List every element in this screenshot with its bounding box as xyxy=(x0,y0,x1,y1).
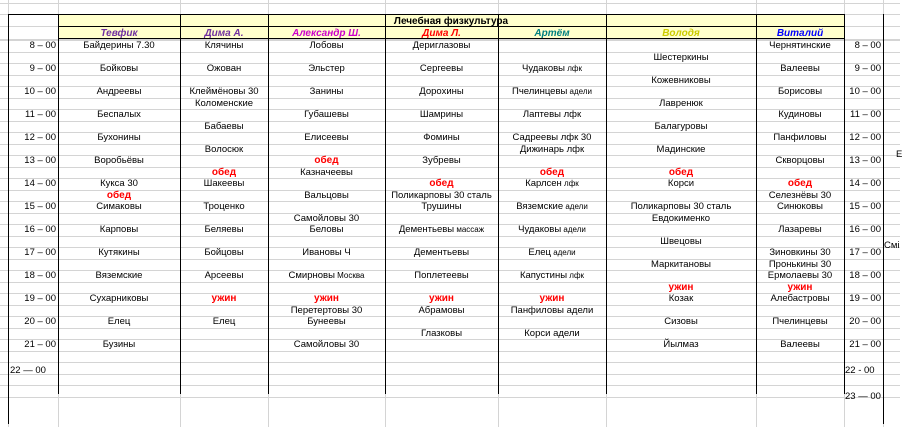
schedule-cell[interactable] xyxy=(180,63,268,74)
schedule-cell[interactable] xyxy=(606,98,756,109)
cell-text: Самойловы 30 xyxy=(293,339,360,350)
schedule-cell[interactable] xyxy=(756,339,844,350)
schedule-cell[interactable] xyxy=(606,213,756,224)
cell-text: Козак xyxy=(668,293,694,304)
schedule-cell[interactable] xyxy=(268,270,385,281)
meal-break-cell[interactable] xyxy=(756,282,844,293)
schedule-cell[interactable] xyxy=(268,63,385,74)
cell-text: Маркитановы xyxy=(651,259,711,270)
grid-hline xyxy=(0,351,900,352)
time-right[interactable]: 22 - 00 xyxy=(845,365,875,376)
cell-text: Зубревы xyxy=(422,155,461,166)
schedule-cell[interactable] xyxy=(498,63,606,74)
edge-fragment-smi[interactable]: Смі xyxy=(884,240,900,251)
time-right[interactable]: 16 – 00 xyxy=(849,224,881,235)
cell-text: Панфиловы xyxy=(773,132,827,143)
grid-hline xyxy=(0,167,900,168)
schedule-cell[interactable] xyxy=(606,144,756,155)
cell-text: Швецовы xyxy=(660,236,702,247)
schedule-cell[interactable] xyxy=(756,270,844,281)
left-border xyxy=(8,14,9,424)
schedule-cell[interactable] xyxy=(180,98,268,109)
schedule-cell[interactable] xyxy=(606,339,756,350)
time-right[interactable]: 18 – 00 xyxy=(849,270,881,281)
schedule-cell[interactable] xyxy=(180,86,268,97)
schedule-cell[interactable] xyxy=(498,328,606,339)
schedule-cell[interactable] xyxy=(58,40,180,51)
cell-note: лфк xyxy=(567,271,585,280)
schedule-cell[interactable] xyxy=(606,316,756,327)
schedule-cell[interactable] xyxy=(498,86,606,97)
cell-text: ужин xyxy=(787,282,813,293)
grid-hline xyxy=(0,98,900,99)
schedule-cell[interactable] xyxy=(268,167,385,178)
grid-hline xyxy=(0,374,900,375)
meal-break-cell[interactable] xyxy=(268,293,385,304)
schedule-cell[interactable] xyxy=(385,86,498,97)
time-left[interactable]: 11 – 00 xyxy=(25,109,56,120)
cell-text: Дорохины xyxy=(419,86,464,97)
cell-text: Пронькины 30 xyxy=(768,259,832,270)
schedule-cell[interactable] xyxy=(58,63,180,74)
cell-text: обед xyxy=(539,167,565,178)
cell-text: Бузины xyxy=(102,339,136,350)
cell-text: Арсеевы xyxy=(204,270,244,281)
schedule-cell[interactable] xyxy=(268,86,385,97)
time-left[interactable]: 17 – 00 xyxy=(24,247,56,258)
cell-text: Алебастровы xyxy=(770,293,830,304)
schedule-cell[interactable] xyxy=(498,201,606,212)
schedule-cell[interactable] xyxy=(606,52,756,63)
cell-text: Сизовы xyxy=(664,316,698,327)
cell-text: Андреевы xyxy=(96,86,142,97)
cell-text: Клячины xyxy=(204,40,244,51)
cell-text: Кукса 30 xyxy=(100,178,138,189)
schedule-cell[interactable] xyxy=(385,132,498,143)
cell-note: лфк xyxy=(565,64,582,73)
cell-text: Йылмаз xyxy=(663,339,699,350)
schedule-cell[interactable] xyxy=(756,247,844,258)
cell-text: Лаптевы лфк xyxy=(522,109,582,120)
cell-text: Валеевы xyxy=(780,63,820,74)
schedule-cell[interactable] xyxy=(58,201,180,212)
schedule-cell[interactable] xyxy=(58,178,180,189)
schedule-cell[interactable] xyxy=(385,201,498,212)
cell-text: Бабаевы xyxy=(204,121,244,132)
header-border-top xyxy=(58,14,845,15)
time-right[interactable]: 17 – 00 xyxy=(849,247,881,258)
cell-note: адели xyxy=(561,225,586,234)
schedule-cell[interactable] xyxy=(498,144,606,155)
cell-text: Беляевы xyxy=(204,224,244,235)
schedule-cell[interactable] xyxy=(606,121,756,132)
time-right[interactable]: 9 – 00 xyxy=(854,63,881,74)
cell-text: Карлсен xyxy=(525,178,562,189)
cell-text: Лавренюк xyxy=(659,98,703,109)
cell-text: Смирновы xyxy=(288,270,335,281)
meal-break-cell[interactable] xyxy=(498,167,606,178)
schedule-cell[interactable] xyxy=(385,63,498,74)
cell-text: ужин xyxy=(314,293,339,304)
cell-text: Вальцовы xyxy=(304,190,349,201)
cell-text: Панфиловы адели xyxy=(510,305,594,316)
schedule-cell[interactable] xyxy=(180,178,268,189)
grid-hline xyxy=(0,121,900,122)
schedule-cell[interactable] xyxy=(385,247,498,258)
time-right[interactable]: 15 – 00 xyxy=(849,201,881,212)
schedule-cell[interactable] xyxy=(58,316,180,327)
cell-text: Шакеевы xyxy=(203,178,245,189)
cell-text: Занины xyxy=(309,86,344,97)
header-5[interactable]: Артём xyxy=(534,28,570,39)
cell-text: ужин xyxy=(539,293,565,304)
cell-text: Лобовы xyxy=(309,40,344,51)
cell-text: Борисовы xyxy=(777,86,823,97)
schedule-cell[interactable] xyxy=(498,178,606,189)
cell-text: обед xyxy=(429,178,454,189)
time-left[interactable]: 13 – 00 xyxy=(24,155,56,166)
cell-text: Балагуровы xyxy=(654,121,708,132)
schedule-cell[interactable] xyxy=(385,224,498,235)
cell-text: Зиновкины 30 xyxy=(769,247,831,258)
cell-text: ужин xyxy=(211,293,237,304)
grid-hline xyxy=(0,236,900,237)
cell-text: Коломенские xyxy=(194,98,254,109)
cell-text: обед xyxy=(211,167,237,178)
grid-hline xyxy=(0,75,900,76)
schedule-cell[interactable] xyxy=(180,40,268,51)
cell-text: Бунеевы xyxy=(307,316,346,327)
schedule-cell[interactable] xyxy=(756,86,844,97)
cell-text: Селезнёвы 30 xyxy=(768,190,832,201)
cell-text: Елец xyxy=(528,247,551,258)
cell-text: Эльстер xyxy=(308,63,345,74)
schedule-cell[interactable] xyxy=(268,339,385,350)
schedule-cell[interactable] xyxy=(58,270,180,281)
time-left[interactable]: 20 – 00 xyxy=(24,316,56,327)
cell-text: Чудаковы xyxy=(522,63,566,74)
grid-hline xyxy=(0,3,900,4)
cell-text: Поликарповы 30 сталь xyxy=(391,190,492,201)
cell-text: Синюковы xyxy=(777,201,823,212)
right-border xyxy=(883,14,884,424)
cell-text: Волосюк xyxy=(204,144,244,155)
time-left[interactable]: 14 – 00 xyxy=(24,178,56,189)
time-right[interactable]: 8 – 00 xyxy=(854,40,881,51)
cell-text: Троценко xyxy=(203,201,245,212)
time-left[interactable]: 15 – 00 xyxy=(24,201,56,212)
meal-break-cell[interactable] xyxy=(606,167,756,178)
cell-text: Байдерины 7.30 xyxy=(83,40,155,51)
schedule-cell[interactable] xyxy=(385,270,498,281)
schedule-cell[interactable] xyxy=(58,224,180,235)
schedule-cell[interactable] xyxy=(180,201,268,212)
schedule-cell[interactable] xyxy=(498,247,606,258)
cell-text: Казначеевы xyxy=(300,167,353,178)
time-right[interactable]: 23 — 00 xyxy=(845,391,881,402)
schedule-cell[interactable] xyxy=(385,155,498,166)
cell-text: Сергеевы xyxy=(419,63,464,74)
cell-note: адели xyxy=(563,202,588,211)
cell-text: Скворцовы xyxy=(775,155,825,166)
schedule-cell[interactable] xyxy=(606,293,756,304)
grid-hline xyxy=(0,144,900,145)
cell-text: Чудаковы xyxy=(518,224,562,235)
schedule-cell[interactable] xyxy=(385,190,498,201)
cell-text: Садреевы лфк 30 xyxy=(512,132,592,143)
schedule-cell[interactable] xyxy=(180,121,268,132)
cell-text: Беловы xyxy=(309,224,344,235)
schedule-cell[interactable] xyxy=(58,132,180,143)
schedule-cell[interactable] xyxy=(385,305,498,316)
cell-text: Капустины xyxy=(519,270,568,281)
cell-text: Вяземские xyxy=(95,270,143,281)
cell-text: Дижинарь лфк xyxy=(519,144,585,155)
time-right[interactable]: 14 – 00 xyxy=(849,178,881,189)
schedule-cell[interactable] xyxy=(756,40,844,51)
cell-text: Дериглазовы xyxy=(412,40,471,51)
cell-text: Кутякины xyxy=(98,247,140,258)
cell-note: адели xyxy=(567,87,592,96)
cell-text: Трушины xyxy=(421,201,462,212)
cell-text: Бухонины xyxy=(97,132,141,143)
meal-break-cell[interactable] xyxy=(180,293,268,304)
cell-text: Ермолаевы 30 xyxy=(767,270,833,281)
schedule-cell[interactable] xyxy=(58,86,180,97)
grid-hline xyxy=(0,52,900,53)
cell-text: Поплетеевы xyxy=(414,270,469,281)
schedule-cell[interactable] xyxy=(385,109,498,120)
cell-text: Евдокименко xyxy=(651,213,711,224)
schedule-cell[interactable] xyxy=(268,247,385,258)
grid-hline xyxy=(0,385,900,386)
time-left[interactable]: 16 – 00 xyxy=(24,224,56,235)
schedule-cell[interactable] xyxy=(498,270,606,281)
cell-text: Валеевы xyxy=(780,339,820,350)
schedule-cell[interactable] xyxy=(268,305,385,316)
cell-text: Ивановы Ч xyxy=(302,247,351,258)
cell-text: Беспалых xyxy=(97,109,141,120)
meal-break-cell[interactable] xyxy=(606,282,756,293)
schedule-cell[interactable] xyxy=(498,224,606,235)
schedule-cell[interactable] xyxy=(756,109,844,120)
schedule-cell[interactable] xyxy=(756,316,844,327)
schedule-cell[interactable] xyxy=(756,63,844,74)
cell-text: Лазаревы xyxy=(778,224,822,235)
cell-text: Корси адели xyxy=(524,328,580,339)
schedule-cell[interactable] xyxy=(268,213,385,224)
cell-text: Глазковы xyxy=(420,328,463,339)
schedule-cell[interactable] xyxy=(268,316,385,327)
schedule-cell[interactable] xyxy=(268,132,385,143)
time-left[interactable]: 21 – 00 xyxy=(24,339,56,350)
header-7[interactable]: Виталий xyxy=(776,28,824,39)
cell-text: Абрамовы xyxy=(418,305,465,316)
schedule-cell[interactable] xyxy=(180,316,268,327)
time-right[interactable]: 11 – 00 xyxy=(850,109,881,120)
cell-text: ужин xyxy=(429,293,454,304)
schedule-cell[interactable] xyxy=(58,109,180,120)
cell-text: Бойцовы xyxy=(204,247,244,258)
time-left[interactable]: 18 – 00 xyxy=(24,270,56,281)
meal-break-cell[interactable] xyxy=(58,190,180,201)
meal-break-cell[interactable] xyxy=(385,178,498,189)
meal-break-cell[interactable] xyxy=(180,167,268,178)
time-left[interactable]: 12 – 00 xyxy=(24,132,56,143)
meal-break-cell[interactable] xyxy=(268,155,385,166)
schedule-cell[interactable] xyxy=(180,270,268,281)
meal-break-cell[interactable] xyxy=(385,293,498,304)
cell-text: Чернятинские xyxy=(769,40,831,51)
schedule-cell[interactable] xyxy=(180,224,268,235)
cell-text: Вяземские xyxy=(516,201,564,212)
cell-note: лфк xyxy=(561,179,579,188)
schedule-cell[interactable] xyxy=(268,190,385,201)
schedule-cell[interactable] xyxy=(268,109,385,120)
edge-fragment-b[interactable]: Е xyxy=(896,149,902,160)
schedule-cell[interactable] xyxy=(268,40,385,51)
cell-text: обед xyxy=(314,155,339,166)
cell-text: Перетертовы 30 xyxy=(290,305,363,316)
cell-text: Елец xyxy=(107,316,131,327)
cell-text: Шамрины xyxy=(419,109,464,120)
header-6[interactable]: Володя xyxy=(662,28,700,39)
time-right[interactable]: 10 – 00 xyxy=(849,86,881,97)
cell-text: Самойловы 30 xyxy=(293,213,360,224)
grid-hline xyxy=(0,213,900,214)
cell-text: Корси xyxy=(667,178,695,189)
schedule-cell[interactable] xyxy=(756,259,844,270)
cell-text: Фомины xyxy=(423,132,460,143)
grid-hline xyxy=(0,397,900,398)
cell-text: Пчелинцевы xyxy=(511,86,568,97)
schedule-cell[interactable] xyxy=(606,178,756,189)
cell-text: Воробьёвы xyxy=(94,155,144,166)
schedule-cell[interactable] xyxy=(385,40,498,51)
schedule-cell[interactable] xyxy=(606,236,756,247)
schedule-cell[interactable] xyxy=(606,75,756,86)
grid-hline xyxy=(0,362,900,363)
cell-text: Дементьевы xyxy=(413,247,470,258)
cell-text: Поликарповы 30 сталь xyxy=(630,201,732,212)
cell-text: Ожован xyxy=(206,63,242,74)
schedule-cell[interactable] xyxy=(756,190,844,201)
header-2[interactable]: Дима А. xyxy=(204,28,244,39)
cell-text: Клеймёновы 30 xyxy=(189,86,259,97)
schedule-cell[interactable] xyxy=(498,109,606,120)
header-1[interactable]: Тевфик xyxy=(100,28,138,39)
schedule-cell[interactable] xyxy=(756,293,844,304)
cell-text: ужин xyxy=(668,282,694,293)
cell-note: адели xyxy=(550,248,576,257)
schedule-cell[interactable] xyxy=(58,293,180,304)
cell-text: Мадинские xyxy=(656,144,706,155)
cell-text: Елисеевы xyxy=(304,132,349,143)
schedule-cell[interactable] xyxy=(180,247,268,258)
cell-text: Кожевниковы xyxy=(651,75,711,86)
schedule-cell[interactable] xyxy=(58,247,180,258)
meal-break-cell[interactable] xyxy=(498,293,606,304)
time-left[interactable]: 22 — 00 xyxy=(10,365,46,376)
schedule-cell[interactable] xyxy=(606,201,756,212)
schedule-cell[interactable] xyxy=(756,201,844,212)
cell-text: Сухарниковы xyxy=(89,293,149,304)
schedule-cell[interactable] xyxy=(756,132,844,143)
time-left[interactable]: 19 – 00 xyxy=(24,293,56,304)
time-right[interactable]: 21 – 00 xyxy=(849,339,881,350)
cell-text: Симаковы xyxy=(96,201,142,212)
cell-text: Карповы xyxy=(99,224,139,235)
cell-text: обед xyxy=(787,178,813,189)
time-right[interactable]: 13 – 00 xyxy=(849,155,881,166)
schedule-cell[interactable] xyxy=(756,224,844,235)
cell-text: Пчелинцевы xyxy=(772,316,828,327)
meal-break-cell[interactable] xyxy=(756,178,844,189)
time-right[interactable]: 20 – 00 xyxy=(849,316,881,327)
schedule-cell[interactable] xyxy=(385,328,498,339)
schedule-cell[interactable] xyxy=(180,144,268,155)
schedule-cell[interactable] xyxy=(606,259,756,270)
cell-text: Губашевы xyxy=(304,109,349,120)
cell-note: массаж xyxy=(454,225,485,234)
cell-text: Бойковы xyxy=(99,63,139,74)
schedule-cell[interactable] xyxy=(498,305,606,316)
time-left[interactable]: 8 – 00 xyxy=(29,40,56,51)
cell-text: обед xyxy=(668,167,694,178)
border-top-left xyxy=(8,14,58,15)
time-left[interactable]: 10 – 00 xyxy=(24,86,56,97)
cell-note: Москва xyxy=(334,271,365,280)
schedule-cell[interactable] xyxy=(58,339,180,350)
time-right[interactable]: 19 – 00 xyxy=(849,293,881,304)
header-4[interactable]: Дима Л. xyxy=(422,28,461,39)
cell-text: Елец xyxy=(212,316,236,327)
cell-text: Кудиновы xyxy=(778,109,822,120)
schedule-cell[interactable] xyxy=(58,155,180,166)
header-3[interactable]: Александр Ш. xyxy=(292,28,361,39)
schedule-cell[interactable] xyxy=(756,155,844,166)
cell-text: обед xyxy=(106,190,132,201)
schedule-cell[interactable] xyxy=(498,132,606,143)
cell-text: Шестеркины xyxy=(653,52,709,63)
sheet-title[interactable]: Лечебная физкультура xyxy=(393,16,509,27)
time-left[interactable]: 9 – 00 xyxy=(29,63,56,74)
cell-text: Дементьевы xyxy=(398,224,455,235)
schedule-cell[interactable] xyxy=(268,224,385,235)
time-right[interactable]: 12 – 00 xyxy=(849,132,881,143)
